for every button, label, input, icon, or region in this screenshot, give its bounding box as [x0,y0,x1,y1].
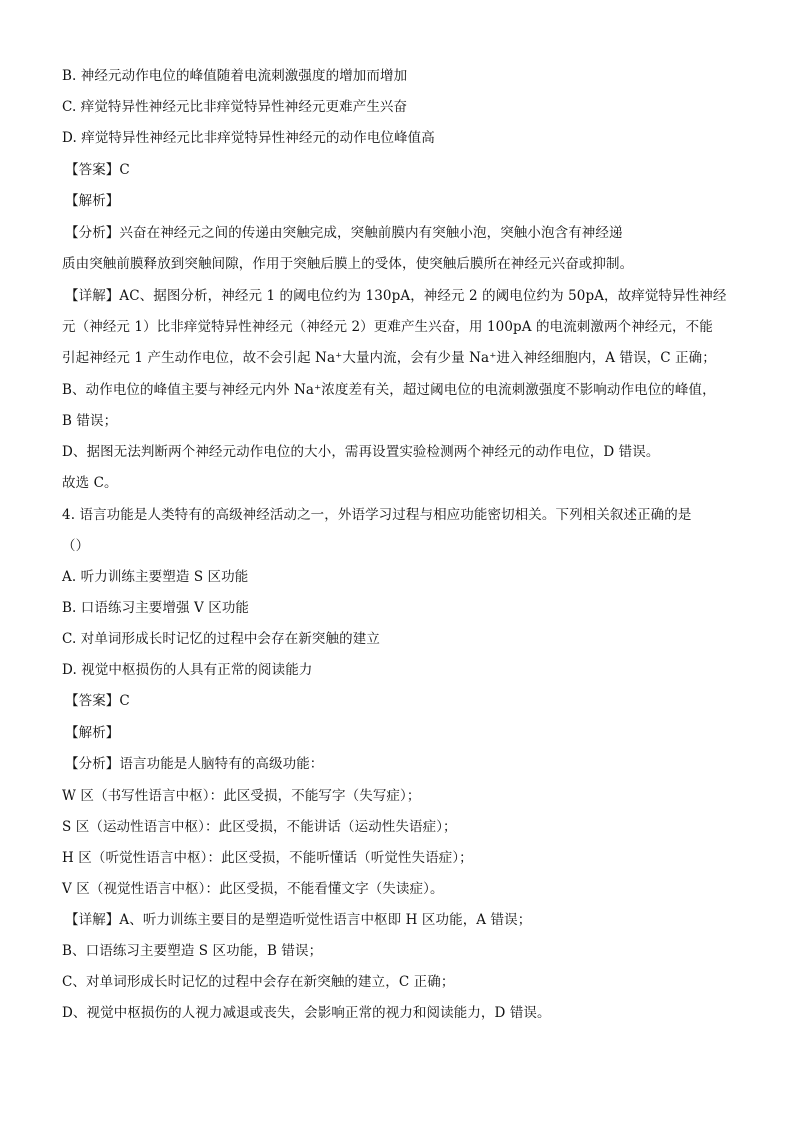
q4-answer-value: C [119,693,130,709]
q3-xiangjie-line1 [65,287,735,305]
q3-xiangjie-line5: B 错误； [62,413,118,429]
q4-fenxi-s: S 区（运动性语言中枢）：此区受损，不能讲话（运动性失语症）； [62,819,457,835]
q3-xiangjie-line6: D、据图无法判断两个神经元动作电位的大小，需再设置实验检测两个神经元的动作电位，D 错误。 [62,444,660,460]
q4-analysis-label: 【解析】 [65,725,120,741]
q4-fenxi-v: V 区（视觉性语言中枢）：此区受损，不能看懂文字（失读症）。 [62,881,444,897]
q4-fenxi-line1 [65,755,735,773]
q3-analysis-label: 【解析】 [65,193,120,209]
q4-fenxi-label: 【分析】 [65,756,120,772]
q4-xiangjie-line4: D、视觉中枢损伤的人视力减退或丧失，会影响正常的视力和阅读能力，D 错误。 [62,1005,551,1021]
q3-conclusion: 故选 C。 [62,475,118,491]
q3-xiangjie-text1: AC、据图分析，神经元 1 的阈电位约为 130pA，神经元 2 的阈电位约为 50pA，故痒觉特异性神经 [119,288,727,304]
q3-xiangjie-label: 【详解】 [65,288,120,304]
q3-answer [65,161,735,179]
q4-fenxi-text1: 语言功能是人脑特有的高级功能： [119,756,324,772]
q4-option-d: D. 视觉中枢损伤的人具有正常的阅读能力 [62,662,313,678]
q3-fenxi-line2: 质由突触前膜释放到突触间隙，作用于突触后膜上的受体，使突触后膜所在神经元兴奋或抑制。 [62,256,634,272]
q3-fenxi-label: 【分析】 [65,225,120,241]
q4-stem-line1: 4. 语言功能是人类特有的高级神经活动之一，外语学习过程与相应功能密切相关。下列相关叙述正确的是 [62,507,692,523]
q4-answer [65,692,735,710]
q4-option-b: B. 口语练习主要增强 V 区功能 [62,600,250,616]
q4-option-a: A. 听力训练主要塑造 S 区功能 [62,569,249,585]
q3-option-b: B. 神经元动作电位的峰值随着电流刺激强度的增加而增加 [62,68,408,84]
q4-fenxi-h: H 区（听觉性语言中枢）：此区受损，不能听懂话（听觉性失语症）； [62,850,473,866]
q3-fenxi-line1 [65,224,735,242]
q3-xiangjie-line2: 元（神经元 1）比非痒觉特异性神经元（神经元 2）更难产生兴奋，用 100pA 的电流刺激两个神经元，不能 [62,319,713,335]
q4-stem-line2: （） [62,538,90,554]
q3-answer-value: C [119,162,130,178]
q3-xiangjie-line4: B、动作电位的峰值主要与神经元内外 Na⁺浓度差有关，超过阈电位的电流刺激强度不影响动作电位的峰值， [62,382,716,398]
q4-xiangjie-text1: A、听力训练主要目的是塑造听觉性语言中枢即 H 区功能，A 错误； [119,912,532,928]
q4-xiangjie-line3: C、对单词形成长时记忆的过程中会存在新突触的建立，C 正确； [62,974,455,990]
q3-answer-label: 【答案】 [65,162,120,178]
q4-xiangjie-line2: B、口语练习主要塑造 S 区功能，B 错误； [62,943,323,959]
q4-xiangjie-label: 【详解】 [65,912,120,928]
q3-option-d: D. 痒觉特异性神经元比非痒觉特异性神经元的动作电位峰值高 [62,130,435,146]
q3-fenxi-text1: 兴奋在神经元之间的传递由突触完成，突触前膜内有突触小泡，突触小泡含有神经递 [119,225,623,241]
q4-answer-label: 【答案】 [65,693,120,709]
q4-fenxi-w: W 区（书写性语言中枢）：此区受损，不能写字（失写症）； [62,788,421,804]
q3-option-c: C. 痒觉特异性神经元比非痒觉特异性神经元更难产生兴奋 [62,99,408,115]
q4-option-c: C. 对单词形成长时记忆的过程中会存在新突触的建立 [62,631,380,647]
q3-xiangjie-line3: 引起神经元 1 产生动作电位，故不会引起 Na⁺大量内流，会有少量 Na⁺进入神经细胞内，A 错误，C 正确； [62,350,716,366]
q4-xiangjie-line1 [65,911,735,929]
